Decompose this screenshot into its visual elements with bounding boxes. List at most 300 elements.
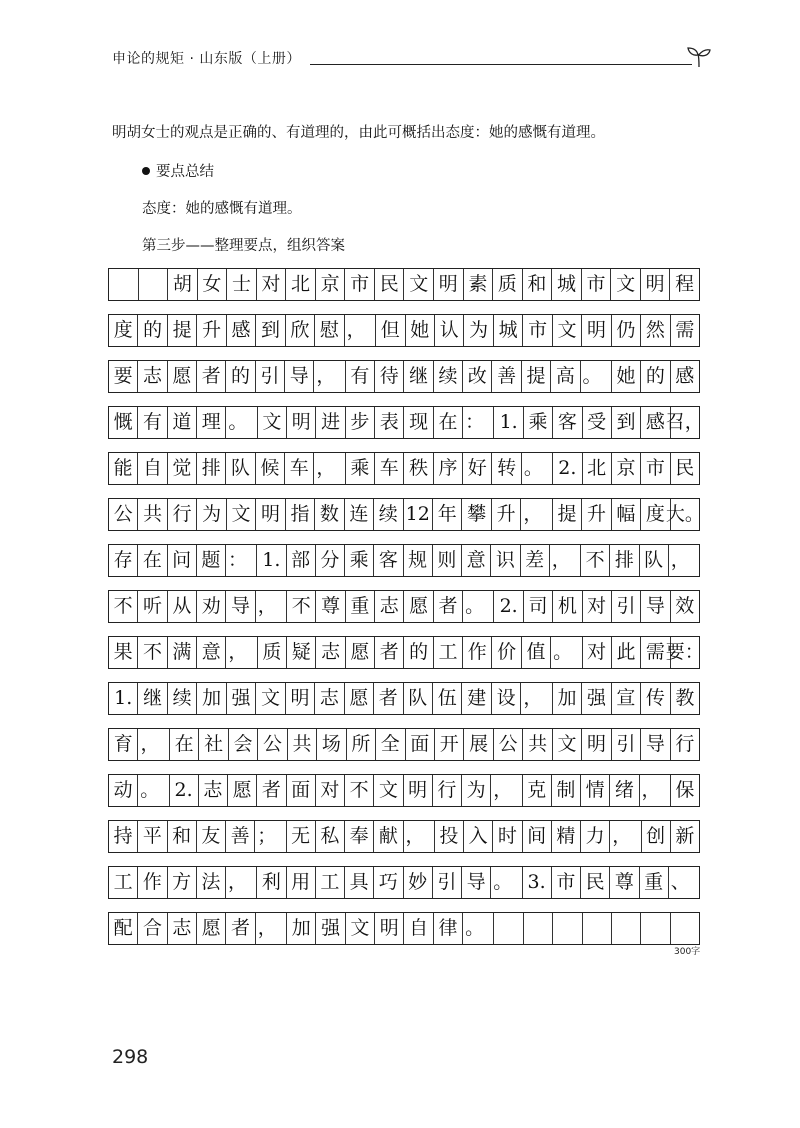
grid-cell: 疑 — [287, 637, 316, 668]
grid-cell: 者 — [197, 361, 226, 392]
grid-cell: 北 — [583, 453, 612, 484]
grid-cell: 对 — [583, 637, 612, 668]
grid-cell: 效 — [675, 595, 695, 617]
grid-cell: 差 — [521, 545, 550, 576]
grid-cell: 民 — [581, 867, 610, 898]
grid-cell: 友 — [197, 821, 226, 852]
grid-cell: 攀 — [462, 499, 491, 530]
grid-cell: 队 — [226, 453, 255, 484]
grid-cell: 强 — [582, 683, 611, 714]
grid-cell: 司 — [524, 591, 553, 622]
grid-cell: 指 — [286, 499, 315, 530]
grid-cell: 的 — [138, 315, 167, 346]
grid-cell: 导 — [226, 591, 255, 622]
grid-cell: ， — [138, 729, 169, 760]
grid-cell: ， — [226, 637, 257, 668]
grid-cell: 市 — [523, 315, 552, 346]
grid-cell: 者 — [257, 775, 286, 806]
grid-cell: 强 — [316, 913, 345, 944]
grid-cell: 存 — [109, 545, 138, 576]
grid-cell: 对 — [257, 269, 287, 300]
grid-cell: 持 — [109, 821, 138, 852]
grid-cell: 私 — [316, 821, 345, 852]
grid-cell: 但 — [376, 315, 405, 346]
grid-cell: 慰 — [315, 315, 344, 346]
grid-cell: 面 — [287, 775, 316, 806]
grid-cell: 排 — [610, 545, 639, 576]
grid-cell: 步 — [346, 407, 375, 438]
grid-cell: 重 — [640, 867, 669, 898]
grid-cell: 引 — [612, 729, 641, 760]
grid-cell: 引 — [612, 591, 641, 622]
grid-cell: 感 — [641, 407, 670, 438]
grid-cell: 京 — [316, 269, 346, 300]
grid-cell: 平 — [138, 821, 167, 852]
grid-cell: 行 — [433, 775, 462, 806]
grid-cell: 全 — [376, 729, 405, 760]
grid-cell: 者 — [226, 913, 255, 944]
grid-cell: 欣 — [286, 315, 315, 346]
grid-cell: 的 — [404, 637, 433, 668]
grid-cell: 志 — [316, 637, 345, 668]
grid-cell: 1. — [494, 407, 523, 438]
grid-cell: 不 — [345, 775, 374, 806]
grid-cell: 她 — [612, 361, 641, 392]
grid-cell: 能 — [109, 453, 138, 484]
grid-cell: 有 — [346, 361, 375, 392]
grid-cell: 民 — [675, 457, 695, 479]
grid-cell: 1. — [109, 683, 138, 714]
grid-cell: 愿 — [168, 361, 197, 392]
grid-cell: ； — [255, 821, 286, 852]
grid-cell: 质 — [493, 269, 523, 300]
grid-cell: ， — [226, 867, 257, 898]
grid-cell: 。 — [463, 913, 494, 944]
grid-cell: 工 — [109, 867, 138, 898]
grid-cell: 明 — [641, 269, 671, 300]
grid-cell: 志 — [375, 591, 404, 622]
grid-cell: 召， — [665, 411, 704, 433]
grid-cell: 2. — [494, 591, 523, 622]
grid-cell: 市 — [345, 269, 375, 300]
grid-cell — [553, 913, 582, 944]
grid-cell: 奉 — [345, 821, 374, 852]
grid-cell: 升 — [197, 315, 226, 346]
grid-cell: 行 — [168, 499, 197, 530]
intro-paragraph: 明胡女士的观点是正确的、有道理的，由此可概括出态度：她的感慨有道理。 — [112, 125, 605, 141]
grid-cell: 好 — [463, 453, 492, 484]
grid-cell: 作 — [138, 867, 167, 898]
word-count-label: 300字 — [674, 947, 701, 957]
grid-cell: 文 — [256, 683, 285, 714]
grid-cell: 3. — [523, 867, 552, 898]
grid-cell: 。 — [226, 407, 257, 438]
grid-cell: 此 — [612, 637, 641, 668]
grid-cell: 。 — [138, 775, 169, 806]
grid-cell: 。 — [491, 867, 522, 898]
grid-cell: 市 — [582, 269, 612, 300]
grid-cell: 续 — [168, 683, 197, 714]
grid-cell: 度 — [641, 499, 670, 530]
grid-cell: 继 — [404, 361, 433, 392]
grid-cell: ， — [314, 453, 345, 484]
grid-cell: 导 — [641, 591, 670, 622]
grid-cell: 加 — [553, 683, 582, 714]
grid-cell: 力 — [581, 821, 610, 852]
grid-cell: 高 — [551, 361, 580, 392]
grid-cell: 候 — [256, 453, 285, 484]
grid-cell: 为 — [462, 775, 491, 806]
grid-cell: ， — [404, 821, 435, 852]
grid-cell: 序 — [434, 453, 463, 484]
grid-cell: 社 — [199, 729, 228, 760]
grid-cell: 精 — [552, 821, 581, 852]
grid-cell: 明 — [582, 315, 611, 346]
grid-cell: 客 — [553, 407, 582, 438]
grid-cell: 京 — [612, 453, 641, 484]
grid-cell: 2. — [553, 453, 582, 484]
grid-cell: 文 — [258, 407, 287, 438]
grid-row — [108, 912, 700, 945]
grid-cell: 、 — [670, 871, 690, 893]
grid-cell: 自 — [138, 453, 167, 484]
grid-cell: 在 — [434, 407, 463, 438]
grid-cell: 献 — [374, 821, 403, 852]
grid-cell: 公 — [258, 729, 287, 760]
grid-cell: 引 — [256, 361, 285, 392]
grid-cell: 愿 — [197, 913, 226, 944]
grid-cell: 需 — [675, 319, 695, 341]
grid-cell: 进 — [316, 407, 345, 438]
grid-cell: 市 — [641, 453, 670, 484]
grid-cell: 绪 — [610, 775, 639, 806]
grid-cell: 情 — [581, 775, 610, 806]
grid-cell: 引 — [433, 867, 462, 898]
grid-cell: 车 — [285, 453, 314, 484]
grid-cell: 价 — [492, 637, 521, 668]
grid-cell: ， — [314, 361, 345, 392]
grid-cell: ， — [550, 545, 581, 576]
grid-cell: 方 — [168, 867, 197, 898]
grid-cell: 数 — [315, 499, 344, 530]
grid-cell: 志 — [199, 775, 228, 806]
grid-cell: 合 — [138, 913, 167, 944]
grid-cell: 乘 — [524, 407, 553, 438]
grid-cell: 重 — [346, 591, 375, 622]
grid-cell: 程 — [675, 273, 695, 295]
grid-cell — [494, 913, 523, 944]
grid-cell: 共 — [138, 499, 167, 530]
grid-cell: 利 — [257, 867, 286, 898]
grid-cell: 志 — [315, 683, 344, 714]
grid-cell: ， — [256, 913, 287, 944]
grid-cell: 传 — [641, 683, 670, 714]
grid-cell: 律 — [434, 913, 463, 944]
grid-cell — [109, 269, 139, 300]
grid-cell: ， — [491, 775, 522, 806]
grid-cell: 设 — [492, 683, 521, 714]
grid-cell: 改 — [463, 361, 492, 392]
grid-cell: 连 — [345, 499, 374, 530]
grid-row — [108, 406, 704, 439]
grid-cell: 提 — [168, 315, 197, 346]
grid-cell: 感 — [227, 315, 256, 346]
grid-cell: 配 — [109, 913, 138, 944]
grid-row — [108, 360, 700, 393]
grid-cell: 明 — [256, 499, 285, 530]
grid-cell: 的 — [641, 361, 670, 392]
grid-row — [108, 728, 700, 761]
grid-cell: 。 — [463, 591, 494, 622]
grid-cell: 和 — [523, 269, 553, 300]
grid-cell: 志 — [168, 913, 197, 944]
grid-cell: 理 — [197, 407, 226, 438]
grid-cell: 升 — [492, 499, 521, 530]
grid-row — [108, 544, 700, 577]
grid-cell: 导 — [462, 867, 491, 898]
grid-cell: 幅 — [612, 499, 641, 530]
grid-cell: 建 — [462, 683, 491, 714]
grid-cell: 北 — [286, 269, 316, 300]
grid-cell: 入 — [464, 821, 493, 852]
grid-cell: 场 — [317, 729, 346, 760]
grid-cell: 导 — [641, 729, 670, 760]
grid-cell: 愿 — [345, 683, 374, 714]
grid-cell: 教 — [675, 687, 695, 709]
grid-cell: ： — [226, 545, 257, 576]
summary-heading-text: 要点总结 — [156, 164, 214, 180]
grid-cell: 的 — [226, 361, 255, 392]
summary-heading — [142, 160, 214, 181]
grid-cell: 。 — [581, 361, 612, 392]
grid-cell: 工 — [434, 637, 463, 668]
grid-cell: 民 — [375, 269, 405, 300]
grid-cell: 秩 — [404, 453, 433, 484]
grid-cell: 然 — [641, 315, 670, 346]
grid-cell: 机 — [553, 591, 582, 622]
sprout-icon — [686, 46, 712, 68]
grid-row — [108, 682, 700, 715]
running-header — [112, 44, 708, 74]
grid-row — [108, 590, 700, 623]
grid-cell: 。 — [522, 453, 553, 484]
grid-cell: 1. — [257, 545, 286, 576]
grid-cell: 妙 — [404, 867, 433, 898]
answer-grid — [108, 268, 704, 958]
grid-cell: 意 — [197, 637, 226, 668]
grid-row — [108, 452, 700, 485]
grid-cell: 明 — [404, 775, 433, 806]
step3-heading: 第三步——整理要点，组织答案 — [142, 238, 345, 254]
grid-cell: 文 — [553, 729, 582, 760]
grid-cell: ， — [610, 821, 641, 852]
grid-cell: 车 — [375, 453, 404, 484]
grid-cell: 不 — [138, 637, 167, 668]
grid-cell: 公 — [109, 499, 138, 530]
grid-cell: 仍 — [612, 315, 641, 346]
grid-cell: 新 — [675, 825, 695, 847]
grid-cell: 共 — [523, 729, 552, 760]
grid-cell: 投 — [435, 821, 464, 852]
grid-cell: 要： — [665, 641, 704, 663]
grid-cell: 胡 — [168, 269, 198, 300]
grid-cell: ， — [521, 683, 552, 714]
grid-cell: 不 — [581, 545, 610, 576]
grid-cell: 乘 — [345, 545, 374, 576]
grid-cell: 素 — [464, 269, 494, 300]
header-rule — [310, 64, 692, 65]
grid-cell: 队 — [404, 683, 433, 714]
grid-row — [108, 314, 700, 347]
grid-cell: 创 — [642, 821, 671, 852]
grid-cell: 者 — [434, 591, 463, 622]
grid-cell: 到 — [256, 315, 285, 346]
grid-cell: 续 — [434, 361, 463, 392]
grid-cell — [139, 269, 169, 300]
grid-cell: 文 — [404, 269, 434, 300]
grid-cell: 客 — [374, 545, 403, 576]
grid-row — [108, 774, 700, 807]
grid-cell: 待 — [375, 361, 404, 392]
grid-cell: 文 — [553, 315, 582, 346]
grid-cell: 者 — [374, 683, 403, 714]
grid-cell: 继 — [138, 683, 167, 714]
grid-cell — [641, 913, 670, 944]
grid-cell: 士 — [227, 269, 257, 300]
grid-cell: 认 — [435, 315, 464, 346]
grid-cell: 无 — [287, 821, 316, 852]
grid-cell: 文 — [346, 913, 375, 944]
grid-cell — [583, 913, 612, 944]
grid-cell: 共 — [288, 729, 317, 760]
grid-cell: 分 — [316, 545, 345, 576]
grid-cell: 愿 — [228, 775, 257, 806]
grid-cell: 到 — [612, 407, 641, 438]
grid-cell: 保 — [675, 779, 695, 801]
grid-cell: 。 — [551, 637, 582, 668]
grid-cell: 12 — [404, 499, 433, 530]
grid-cell: 宣 — [612, 683, 641, 714]
grid-cell: 女 — [198, 269, 228, 300]
grid-cell: 行 — [675, 733, 695, 755]
grid-cell: ： — [463, 407, 494, 438]
grid-cell: 会 — [229, 729, 258, 760]
grid-cell: 提 — [522, 361, 551, 392]
grid-cell: 志 — [138, 361, 167, 392]
grid-cell: 用 — [287, 867, 316, 898]
grid-cell: 听 — [138, 591, 167, 622]
grid-cell: 者 — [375, 637, 404, 668]
grid-cell: 巧 — [374, 867, 403, 898]
grid-cell: 质 — [258, 637, 287, 668]
grid-cell: 明 — [434, 269, 464, 300]
grid-cell: 道 — [168, 407, 197, 438]
grid-cell: 为 — [197, 499, 226, 530]
grid-cell: 制 — [552, 775, 581, 806]
grid-cell: 文 — [611, 269, 641, 300]
grid-cell: 展 — [464, 729, 493, 760]
grid-cell: 尊 — [610, 867, 639, 898]
grid-cell: ， — [345, 315, 376, 346]
grid-cell: 在 — [138, 545, 167, 576]
grid-cell: 加 — [287, 913, 316, 944]
grid-cell: 间 — [523, 821, 552, 852]
grid-cell: 规 — [404, 545, 433, 576]
grid-cell: 明 — [582, 729, 611, 760]
grid-cell: 则 — [433, 545, 462, 576]
grid-cell: 在 — [170, 729, 199, 760]
grid-cell: 感 — [675, 365, 695, 387]
grid-cell: 觉 — [168, 453, 197, 484]
grid-cell: 导 — [285, 361, 314, 392]
grid-cell — [524, 913, 553, 944]
grid-cell — [671, 913, 699, 944]
grid-cell: 公 — [494, 729, 523, 760]
grid-row — [108, 268, 700, 301]
grid-cell: 年 — [433, 499, 462, 530]
grid-cell: 不 — [287, 591, 316, 622]
grid-cell: 文 — [227, 499, 256, 530]
grid-cell: 值 — [522, 637, 551, 668]
grid-cell: 部 — [287, 545, 316, 576]
grid-cell: 作 — [463, 637, 492, 668]
grid-cell: 愿 — [404, 591, 433, 622]
grid-cell — [612, 913, 641, 944]
grid-cell: 需 — [641, 637, 670, 668]
grid-cell: 题 — [197, 545, 226, 576]
grid-cell: 尊 — [316, 591, 345, 622]
grid-cell: 克 — [523, 775, 552, 806]
grid-cell: 城 — [494, 315, 523, 346]
grid-cell: 排 — [197, 453, 226, 484]
bullet-icon — [142, 167, 150, 175]
page-number: 298 — [112, 1046, 149, 1068]
grid-cell: 意 — [462, 545, 491, 576]
grid-cell: 度 — [109, 315, 138, 346]
grid-cell: 善 — [492, 361, 521, 392]
grid-cell: 不 — [109, 591, 138, 622]
grid-cell: 乘 — [346, 453, 375, 484]
grid-cell: ， — [256, 591, 287, 622]
grid-cell: 升 — [582, 499, 611, 530]
grid-cell: 大。 — [665, 503, 704, 525]
grid-cell: 城 — [552, 269, 582, 300]
grid-cell: 转 — [492, 453, 521, 484]
grid-cell: 文 — [374, 775, 403, 806]
grid-cell: 问 — [168, 545, 197, 576]
grid-cell: 她 — [406, 315, 435, 346]
book-title: 申论的规矩 · 山东版（上册） — [112, 51, 301, 67]
grid-cell: 伍 — [433, 683, 462, 714]
grid-row — [108, 866, 700, 899]
grid-cell: 对 — [316, 775, 345, 806]
grid-cell: 明 — [375, 913, 404, 944]
grid-cell: 面 — [406, 729, 435, 760]
grid-cell: 劝 — [197, 591, 226, 622]
grid-cell: 所 — [347, 729, 376, 760]
grid-row — [108, 636, 704, 669]
grid-cell: 慨 — [109, 407, 138, 438]
grid-cell: 工 — [316, 867, 345, 898]
grid-cell: 时 — [493, 821, 522, 852]
grid-cell: 市 — [552, 867, 581, 898]
grid-cell: 续 — [374, 499, 403, 530]
attitude-line: 态度：她的感慨有道理。 — [142, 201, 302, 217]
grid-cell: 动 — [109, 775, 138, 806]
grid-cell: 强 — [227, 683, 256, 714]
grid-cell: 育 — [109, 729, 138, 760]
grid-cell: 法 — [197, 867, 226, 898]
